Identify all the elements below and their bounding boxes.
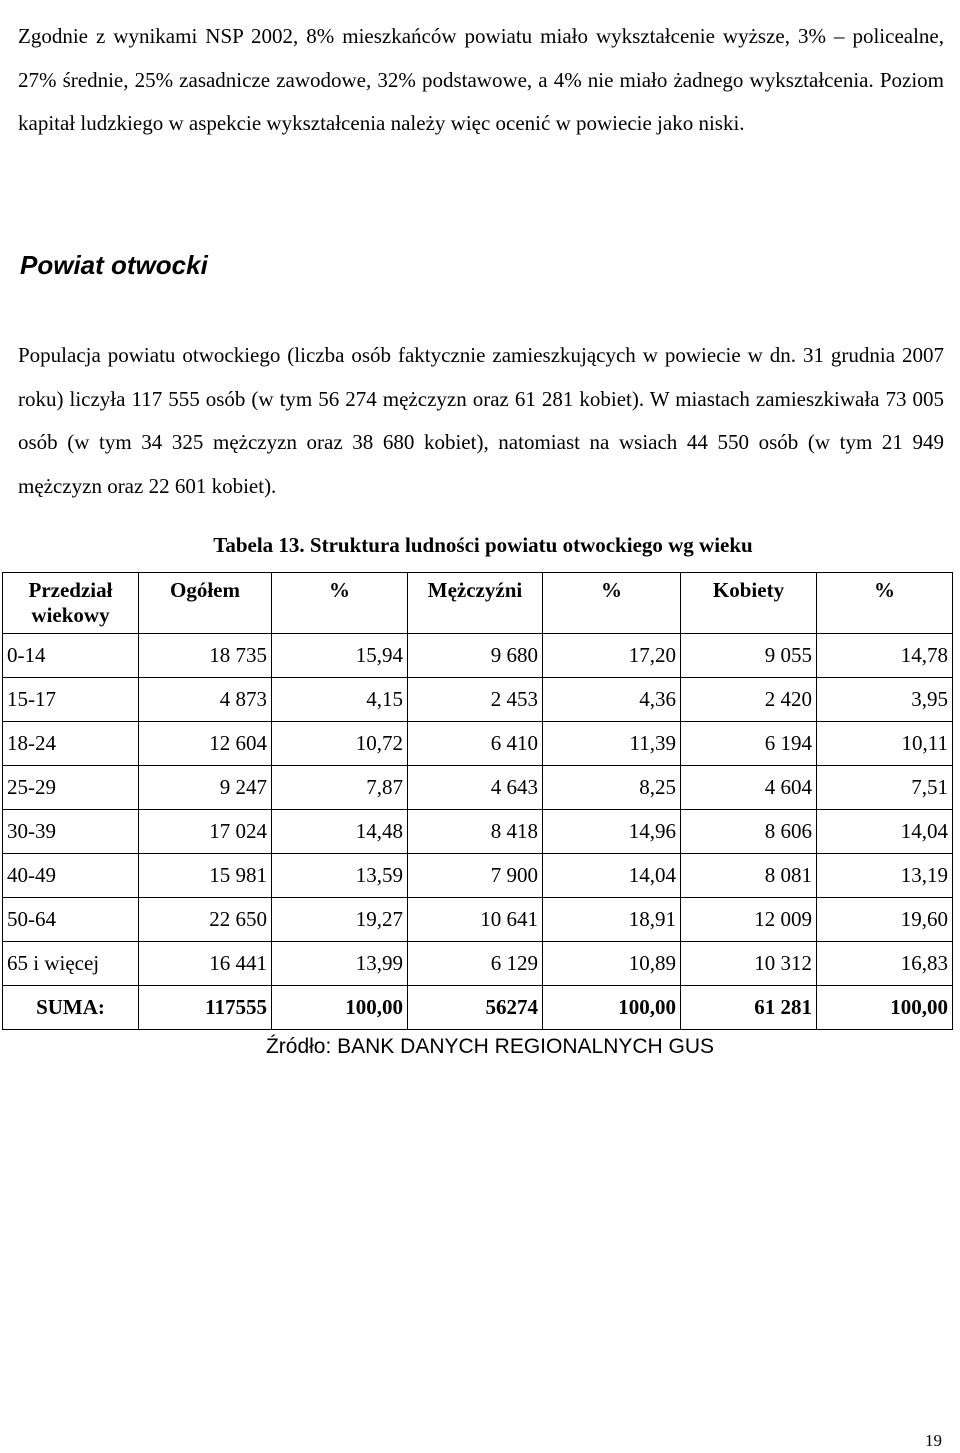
cell-women-percent: 7,51 — [817, 766, 953, 810]
cell-total: 4 873 — [139, 678, 272, 722]
population-table-wrapper — [2, 572, 953, 1030]
header-men: Mężczyźni — [408, 573, 543, 634]
cell-women-percent: 16,83 — [817, 942, 953, 986]
cell-men-percent: 8,25 — [543, 766, 681, 810]
cell-women-percent: 19,60 — [817, 898, 953, 942]
cell-women: 4 604 — [681, 766, 817, 810]
cell-age-range: 25-29 — [3, 766, 139, 810]
cell-age-range: 18-24 — [3, 722, 139, 766]
cell-men-percent: 10,89 — [543, 942, 681, 986]
cell-total: 17 024 — [139, 810, 272, 854]
cell-total: 9 247 — [139, 766, 272, 810]
table-row — [3, 722, 953, 766]
population-by-age-table — [2, 572, 953, 1030]
intro-paragraph: Zgodnie z wynikami NSP 2002, 8% mieszkańców powiatu miało wykształcenie wyższe, 3% – policealne, 27% średnie, 25% zasadnicze zawodowe, 32% podstawowe, a 4% nie miało żadnego wykształcenia. Poziom kapitał ludzkiego w aspekcie wykształcenia należy więc ocenić w powiecie jako niski. — [18, 24, 944, 135]
cell-women: 9 055 — [681, 634, 817, 678]
cell-men: 7 900 — [408, 854, 543, 898]
sum-women-percent: 100,00 — [817, 986, 953, 1030]
cell-total-percent: 14,48 — [272, 810, 408, 854]
header-total-percent: % — [272, 573, 408, 634]
cell-men: 4 643 — [408, 766, 543, 810]
cell-men-percent: 14,96 — [543, 810, 681, 854]
cell-age-range: 65 i więcej — [3, 942, 139, 986]
cell-women: 10 312 — [681, 942, 817, 986]
cell-total: 18 735 — [139, 634, 272, 678]
cell-women: 12 009 — [681, 898, 817, 942]
cell-total-percent: 4,15 — [272, 678, 408, 722]
table-row — [3, 634, 953, 678]
header-men-percent: % — [543, 573, 681, 634]
cell-women-percent: 14,04 — [817, 810, 953, 854]
table-caption: Tabela 13. Struktura ludności powiatu otwockiego wg wieku — [213, 533, 753, 557]
cell-total-percent: 15,94 — [272, 634, 408, 678]
cell-men: 8 418 — [408, 810, 543, 854]
section-heading: Powiat otwocki — [20, 250, 208, 280]
cell-total-percent: 19,27 — [272, 898, 408, 942]
header-women-percent: % — [817, 573, 953, 634]
table-row — [3, 766, 953, 810]
sum-men-percent: 100,00 — [543, 986, 681, 1030]
header-age-range: Przedział wiekowy — [3, 573, 139, 634]
table-header-row — [3, 573, 953, 634]
cell-men-percent: 17,20 — [543, 634, 681, 678]
cell-men-percent: 18,91 — [543, 898, 681, 942]
cell-men: 10 641 — [408, 898, 543, 942]
cell-women: 8 081 — [681, 854, 817, 898]
cell-age-range: 0-14 — [3, 634, 139, 678]
cell-women-percent: 10,11 — [817, 722, 953, 766]
sum-women: 61 281 — [681, 986, 817, 1030]
table-sum-row — [3, 986, 953, 1030]
cell-men: 6 410 — [408, 722, 543, 766]
cell-total: 15 981 — [139, 854, 272, 898]
cell-age-range: 15-17 — [3, 678, 139, 722]
cell-total: 22 650 — [139, 898, 272, 942]
sum-total: 117555 — [139, 986, 272, 1030]
header-total: Ogółem — [139, 573, 272, 634]
cell-women-percent: 13,19 — [817, 854, 953, 898]
cell-age-range: 50-64 — [3, 898, 139, 942]
table-row — [3, 810, 953, 854]
cell-men: 9 680 — [408, 634, 543, 678]
table-row — [3, 942, 953, 986]
header-women: Kobiety — [681, 573, 817, 634]
cell-men: 2 453 — [408, 678, 543, 722]
cell-women: 8 606 — [681, 810, 817, 854]
cell-total-percent: 13,99 — [272, 942, 408, 986]
cell-women-percent: 14,78 — [817, 634, 953, 678]
cell-men-percent: 4,36 — [543, 678, 681, 722]
table-row — [3, 678, 953, 722]
cell-total: 16 441 — [139, 942, 272, 986]
cell-women: 2 420 — [681, 678, 817, 722]
table-row — [3, 854, 953, 898]
cell-total-percent: 10,72 — [272, 722, 408, 766]
cell-age-range: 40-49 — [3, 854, 139, 898]
cell-men-percent: 14,04 — [543, 854, 681, 898]
table-row — [3, 898, 953, 942]
cell-total: 12 604 — [139, 722, 272, 766]
sum-label: SUMA: — [3, 986, 139, 1030]
source-note: Źródło: BANK DANYCH REGIONALNYCH GUS — [265, 1035, 715, 1058]
page-number: 19 — [925, 1431, 942, 1450]
sum-men: 56274 — [408, 986, 543, 1030]
cell-men-percent: 11,39 — [543, 722, 681, 766]
cell-men: 6 129 — [408, 942, 543, 986]
cell-women-percent: 3,95 — [817, 678, 953, 722]
cell-women: 6 194 — [681, 722, 817, 766]
population-paragraph: Populacja powiatu otwockiego (liczba osób faktycznie zamieszkujących w powiecie w dn. 31 grudnia 2007 roku) liczyła 117 555 osób (w tym 56 274 mężczyzn oraz 61 281 kobiet). W miastach zamieszkiwała 73 005 osób (w tym 34 325 mężczyzn oraz 38 680 kobiet), natomiast na wsiach 44 550 osób (w tym 21 949 mężczyzn oraz 22 601 kobiet). — [18, 343, 944, 498]
cell-total-percent: 7,87 — [272, 766, 408, 810]
sum-total-percent: 100,00 — [272, 986, 408, 1030]
cell-total-percent: 13,59 — [272, 854, 408, 898]
cell-age-range: 30-39 — [3, 810, 139, 854]
